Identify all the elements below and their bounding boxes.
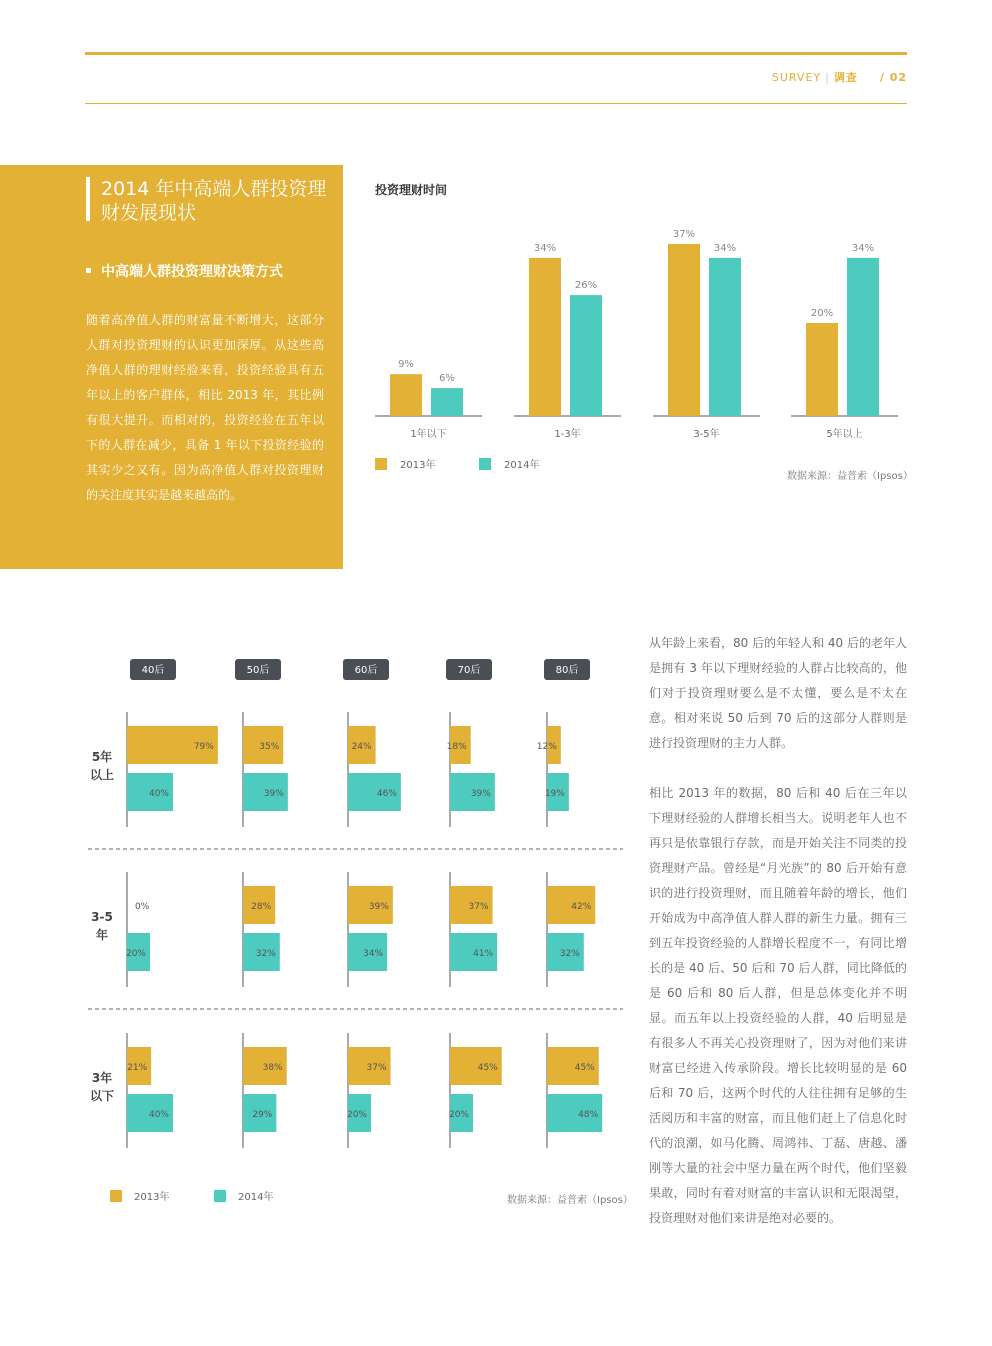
chart1-data-label: 6% — [439, 373, 455, 385]
chart1-bar-2014 — [431, 388, 463, 416]
chart1-category-label: 3-5年 — [693, 429, 720, 440]
age-group-label: 80后 — [555, 665, 579, 676]
header-section: 调查 — [833, 71, 858, 84]
chart1-legend-label: 2014年 — [504, 460, 540, 471]
row-label: 3年 — [91, 1071, 113, 1085]
bar-data-label: 35% — [259, 742, 280, 752]
bar-data-label: 0% — [135, 902, 150, 912]
chart1-data-label: 34% — [533, 242, 557, 254]
chart1-data-label: 9% — [398, 359, 414, 371]
bar-data-label: 79% — [193, 742, 214, 752]
bar-data-label: 32% — [559, 949, 580, 959]
bar-data-label: 46% — [376, 789, 397, 799]
row-label: 以上 — [89, 768, 115, 782]
bar-data-label: 12% — [536, 742, 557, 752]
bar-data-label: 29% — [252, 1110, 273, 1120]
header-survey: SURVEY — [771, 71, 822, 84]
chart1-bar-2013 — [668, 244, 700, 416]
age-group-label: 60后 — [354, 665, 378, 676]
bar-data-label: 42% — [571, 902, 592, 912]
chart1-bar-2014 — [709, 258, 741, 416]
bar-data-label: 37% — [468, 902, 489, 912]
article-paragraph-2: 相比 2013 年的数据，80 后和 40 后在三年以下理财经验的人群增长相当大。说明老年人也不再只是依靠银行存款，而是开始关注不同类的投资理财产品。曾经是“月光族”的 80 后开始有意识的进行投资理财，而且随着年龄的增长，他们开始成为中高净值人群人群的新生力量。拥有三到五年投资经验的人群增长程度不一，有同比增长的是 40 后、50 后和 70 后人群，同比降低的是 60 后和 80 后人群，但是总体变化并不明显。而五年以上投资经验的人群，40 后明显是有很多人不再关心投资理财了，因为对他们来讲财富已经进入传承阶段。增长比较明显的是 60 后和 70 后，这两个时代的人往往拥有足够的生活阅历和丰富的财富，而且他们赶上了信息化时代的浪潮，如马化腾、周鸿祎、丁磊、唐越、潘刚等大量的社会中坚力量在两个时代，他们坚毅果敢，同时有着对财富的丰富认识和无限渴望，投资理财对他们来讲是绝对必要的。 — [649, 786, 907, 1225]
chart1-bar-2014 — [847, 258, 879, 416]
header-rule-bottom — [85, 103, 907, 104]
chart1-data-label: 34% — [851, 242, 875, 254]
bar-data-label: 19% — [544, 789, 565, 799]
chart1-bar-2014 — [570, 295, 602, 416]
panel-body: 随着高净值人群的财富量不断增大，这部分人群对投资理财的认识更加深厚。从这些高净值人群的理财经验来看，投资经验具有五年以上的客户群体，相比 2013 年，其比例有很大提升。而相对的，投资经验在五年以下的人群在减少，具备 1 年以下投资经验的其实少之又有。因为高净值人群对投资理财的关注度其实是越来越高的。 — [86, 313, 324, 502]
bar-data-label: 48% — [578, 1110, 599, 1120]
chart1-data-label: 20% — [810, 308, 834, 319]
investment-duration-chart — [360, 200, 920, 490]
panel-title: 2014 年中高端人群投资理财发展现状 — [101, 178, 327, 224]
chart2-source: 数据来源：益普索（Ipsos） — [507, 1195, 633, 1206]
chart1-category-label: 5年以上 — [826, 429, 863, 440]
chart1-bar-2013 — [529, 258, 561, 416]
chart2-legend-swatch — [110, 1190, 122, 1202]
chart1-legend-label: 2013年 — [400, 460, 436, 471]
row-label: 年 — [95, 928, 109, 942]
bar-data-label: 40% — [148, 789, 169, 799]
bar-data-label: 39% — [368, 902, 389, 912]
chart1-bar-2013 — [390, 374, 422, 416]
bar-data-label: 37% — [366, 1063, 387, 1073]
chart1-legend-swatch — [375, 458, 387, 470]
article-paragraph-1: 从年龄上来看，80 后的年轻人和 40 后的老年人是拥有 3 年以下理财经验的人群占比较高的，他们对于投资理财要么是不太懂，要么是不太在意。相对来说 50 后到 70 后的这部分人群则是进行投资理财的主力人群。 — [649, 636, 907, 750]
bar-data-label: 20% — [448, 1110, 469, 1120]
chart1-data-label: 26% — [574, 280, 598, 292]
age-group-label: 70后 — [457, 665, 481, 676]
bar-data-label: 41% — [473, 949, 494, 959]
row-label: 5年 — [91, 750, 113, 764]
bar-data-label: 32% — [255, 949, 276, 959]
chart2-legend-label: 2013年 — [134, 1192, 170, 1203]
bar-data-label: 21% — [127, 1063, 148, 1073]
age-group-label: 50后 — [246, 665, 270, 676]
chart1-data-label: 37% — [672, 228, 696, 240]
bar-data-label: 34% — [363, 949, 384, 959]
bar-data-label: 20% — [346, 1110, 367, 1120]
bar-data-label: 45% — [477, 1063, 498, 1073]
chart2-legend-label: 2014年 — [238, 1192, 274, 1203]
chart1-title: 投资理财时间 — [375, 183, 448, 197]
page-number: / 02 — [879, 71, 907, 84]
bar-data-label: 20% — [125, 949, 146, 959]
bar-data-label: 40% — [148, 1110, 169, 1120]
bar-data-label: 38% — [262, 1063, 283, 1073]
header-rule-top — [85, 52, 907, 55]
chart2-legend-swatch — [214, 1190, 226, 1202]
bar-data-label: 39% — [263, 789, 284, 799]
chart1-category-label: 1年以下 — [410, 429, 447, 440]
bar-data-label: 39% — [470, 789, 491, 799]
title-accent-bar — [86, 177, 90, 221]
panel-subtitle: 中高端人群投资理财决策方式 — [101, 264, 283, 280]
bar-data-label: 24% — [351, 742, 372, 752]
header-separator: | — [825, 71, 830, 84]
chart1-source: 数据来源：益普索（Ipsos） — [787, 471, 913, 482]
chart1-category-label: 1-3年 — [554, 429, 581, 440]
bar-data-label: 18% — [446, 742, 467, 752]
row-label: 3-5 — [91, 910, 113, 924]
chart1-legend-swatch — [479, 458, 491, 470]
bar-data-label: 28% — [251, 902, 272, 912]
chart1-bar-2013 — [806, 323, 838, 416]
row-label: 以下 — [89, 1089, 115, 1103]
bar-data-label: 45% — [574, 1063, 595, 1073]
bullet-icon — [86, 268, 91, 273]
age-group-chart — [80, 640, 640, 1220]
chart1-data-label: 34% — [713, 242, 737, 254]
age-group-label: 40后 — [141, 665, 165, 676]
running-header — [772, 69, 907, 85]
